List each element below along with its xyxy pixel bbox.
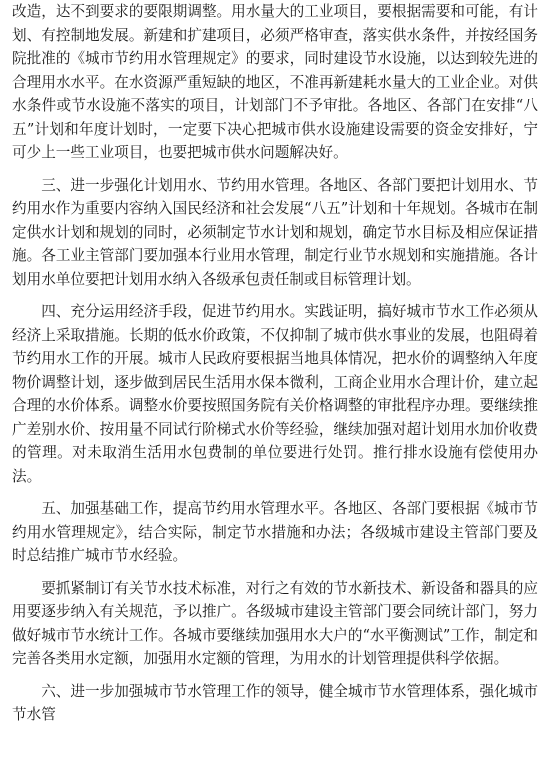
- paragraph-section-5: 五、加强基础工作，提高节约用水管理水平。各地区、各部门要根据《城市节约用水管理规定》，结合实际，制定节水措施和办法；各级城市建设主管部门要及时总结推广城市节水经验。: [12, 500, 538, 564]
- paragraph-section-5-cont: 要抓紧制订有关节水技术标准，对行之有效的节水新技术、新设备和器具的应用要逐步纳入有关规范，予以推广。各级城市建设主管部门要会同统计部门，努力做好城市节水统计工作。各城市要继续加强用水大户的“水平衡测试”工作，制定和完善各类用水定额，加强用水定额的管理，为用水的计划管理提供科学依据。: [12, 579, 538, 667]
- paragraph-section-4: 四、充分运用经济手段，促进节约用水。实践证明，搞好城市节水工作必须从经济上采取措施。长期的低水价政策，不仅抑制了城市供水事业的发展，也阻碍着节约用水工作的开展。城市人民政府要根据当地具体情况，把水价的调整纳入年度物价调整计划，逐步做到居民生活用水保本微利，工商企业用水合理计价，建立起合理的水价体系。调整水价要按照国务院有关价格调整的审批程序办理。要继续推广差别水价、按用量不同试行阶梯式水价等经验，继续加强对超计划用水加价收费的管理。对未取消生活用水包费制的单位要进行处罚。推行排水设施有偿使用办法。: [12, 303, 538, 485]
- paragraph-1: 改造，达不到要求的要限期调整。用水量大的工业项目，要根据需要和可能，有计划、有控制地发展。新建和扩建项目，必须严格审查，落实供水条件，并按经国务院批准的《城市节约用水管理规定》的要求，同时建设节水设施，以达到较先进的合理用水水平。在水资源严重短缺的地区，不准再新建耗水量大的工业企业。对供水条件或节水设施不落实的项目，计划部门不予审批。各地区、各部门在安排“八五”计划和年度计划时，一定要下决心把城市供水设施建设需要的资金安排好，宁可少上一些工业项目，也要把城市供水问题解决好。: [12, 3, 538, 161]
- paragraph-section-3: 三、进一步强化计划用水、节约用水管理。各地区、各部门要把计划用水、节约用水作为重要内容纳入国民经济和社会发展“八五”计划和十年规划。各城市在制定供水计划和规划的同时，必须制定节水计划和规划，确定节水目标及相应保证措施。各工业主管部门要加强本行业用水管理，制定行业节水规划和实施措施。各计划用水单位要把计划用水纳入各级承包责任制或目标管理计划。: [12, 176, 538, 288]
- paragraph-section-6: 六、进一步加强城市节水管理工作的领导，健全城市节水管理体系，强化城市节水管: [12, 682, 538, 723]
